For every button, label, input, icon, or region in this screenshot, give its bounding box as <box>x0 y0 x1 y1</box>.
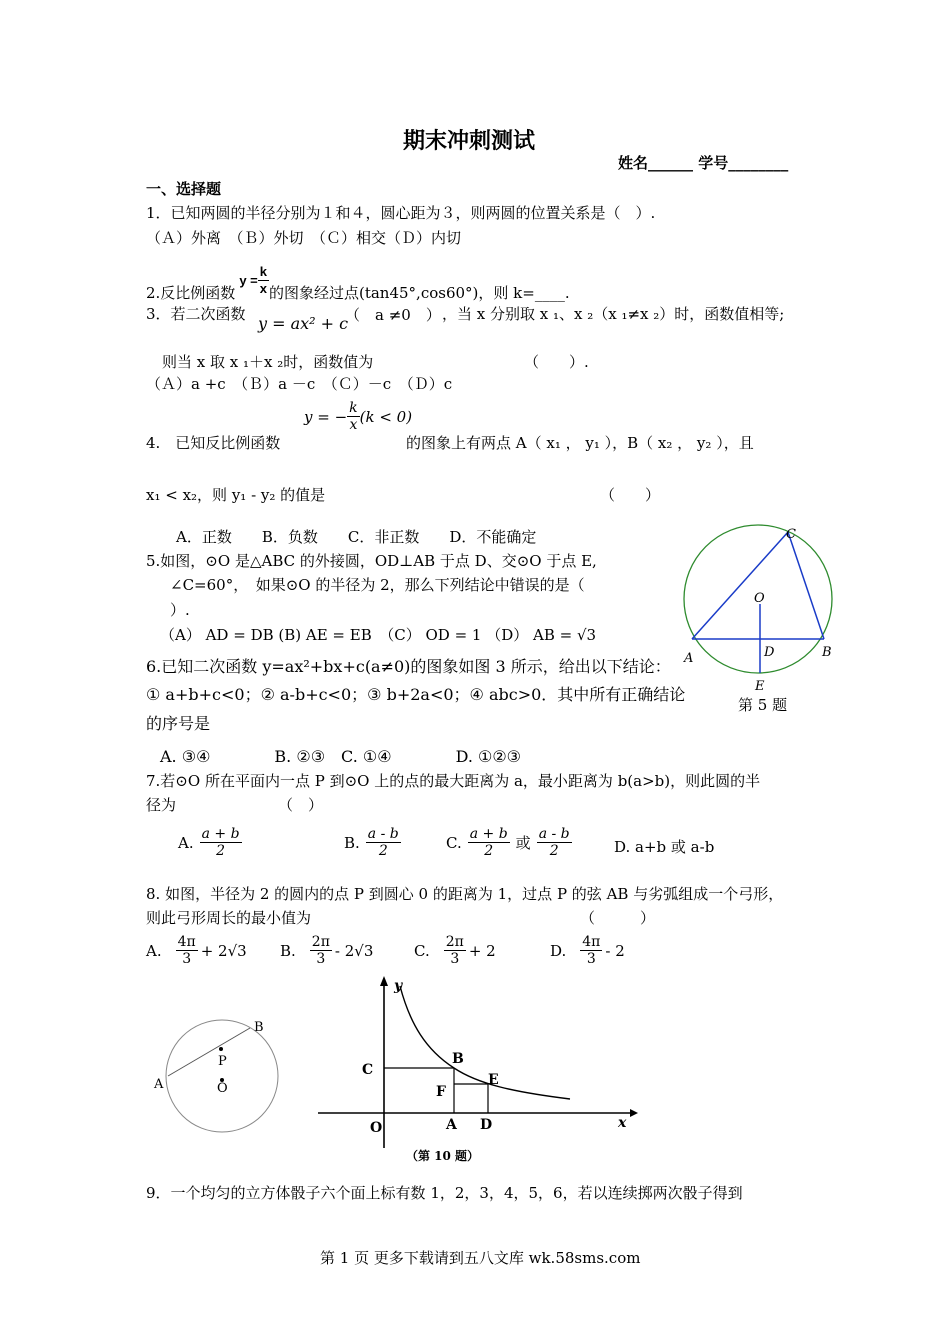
q4-formula <box>304 400 412 433</box>
label-x: x <box>618 1115 627 1131</box>
q3-pre: 3．若二次函数 <box>146 305 246 323</box>
q8-a-label: A. <box>146 941 162 960</box>
section-heading: 一、选择题 <box>146 180 222 198</box>
q8-b-label: B. <box>280 941 296 960</box>
q6-line1: 6.已知二次函数 y=ax²+bx+c(a≠0)的图象如图 3 所示，给出以下结论： <box>146 657 671 676</box>
q7-c2-den: 2 <box>549 843 559 859</box>
q8-c-label: C. <box>414 941 430 960</box>
label-o: O <box>370 1120 383 1136</box>
q6-line3: 的序号是 <box>146 714 211 733</box>
label-d: D <box>480 1117 493 1133</box>
q8-c-frac <box>444 934 466 967</box>
q8-d-frac <box>580 934 602 967</box>
q7-option-b[interactable] <box>344 826 401 859</box>
q4-formula-lhs: y = − <box>304 407 348 426</box>
q10-caption: （第 10 题） <box>406 1149 480 1163</box>
q3-formula: y = ax² + c <box>258 314 349 333</box>
q7-or: 或 <box>515 834 531 852</box>
q2-formula-lhs: y = <box>239 273 258 288</box>
page-footer: 第 1 页 更多下载请到五八文库 wk.58sms.com <box>320 1249 641 1267</box>
q8-figure <box>150 1016 280 1140</box>
q7-option-c[interactable] <box>446 826 572 859</box>
q6-options: A. ③④ B. ②③ C. ①④ D. ①②③ <box>160 747 522 766</box>
q3-line2: 则当 x 取 x ₁＋x ₂时，函数值为 <box>162 353 374 371</box>
q4-cond: (k < 0) <box>359 407 413 426</box>
q5-line3: ）. <box>170 601 190 619</box>
label-d: D <box>764 645 775 660</box>
q7-line1: 7.若⊙O 所在平面内一点 P 到⊙O 上的点的最大距离为 a，最小距离为 b(a>b)，则此圆的半 <box>146 772 761 790</box>
q8-blank: （ ） <box>580 909 656 927</box>
q5-options: （A） AD = DB (B) AE = EB （C） OD = 1 （D） AB = √3 <box>160 626 597 644</box>
segment-ac <box>692 532 788 639</box>
q8-a-tail: + 2√3 <box>200 941 247 960</box>
q8-b-den: 3 <box>316 951 326 967</box>
x-axis-arrow-icon <box>630 1109 638 1117</box>
q8-label-o: O <box>217 1081 228 1096</box>
q7-a-den: 2 <box>216 843 226 859</box>
q3-cond: （ a ≠0 ） <box>345 306 441 324</box>
q10-figure <box>318 974 638 1166</box>
q2-post: 的图象经过点(tan45°,cos60°)，则 k=____. <box>268 284 570 302</box>
q8-point-p <box>219 1047 223 1051</box>
label-y: y <box>394 978 403 994</box>
label-b: B <box>822 645 832 660</box>
q5-caption: 第 5 题 <box>738 696 788 714</box>
q8-b-num: 2π <box>311 934 330 950</box>
q7-option-d[interactable]: D. a+b 或 a-b <box>614 838 715 856</box>
hyperbola-curve <box>400 986 570 1099</box>
q8-a-frac <box>176 934 198 967</box>
q2-num: k <box>259 264 267 279</box>
q8-option-a[interactable] <box>146 934 247 967</box>
q1-stem: 1．已知两圆的半径分别为１和４，圆心距为３，则两圆的位置关系是（ ）. <box>146 204 656 222</box>
q8-a-den: 3 <box>182 951 192 967</box>
q7-c-frac2 <box>537 826 572 859</box>
q4-den: x <box>349 417 358 433</box>
q7-blank: （ ） <box>278 796 324 814</box>
q8-option-d[interactable] <box>550 934 625 967</box>
q6-line2: ① a+b+c<0；② a-b+c<0；③ b+2a<0；④ abc>0．其中所有正确结论 <box>146 685 686 704</box>
q2 <box>146 258 570 303</box>
q8-b-tail: - 2√3 <box>334 941 374 960</box>
q8-label-p: P <box>218 1054 227 1069</box>
segment-cb <box>788 532 824 639</box>
q7-c1-den: 2 <box>484 843 494 859</box>
q8-chord-ab <box>168 1028 250 1076</box>
q8-b-frac <box>310 934 332 967</box>
q5-figure <box>678 522 848 718</box>
q8-option-c[interactable] <box>414 934 496 967</box>
q3-options: （Ａ）a +c （Ｂ）a －c （Ｃ）－c （Ｄ）c <box>146 375 453 393</box>
q8-c-num: 2π <box>445 934 464 950</box>
q4-num: k <box>349 400 358 416</box>
q4-line2: x₁ < x₂，则 y₁ - y₂ 的值是 <box>146 486 326 504</box>
q7-b-label: B. <box>344 833 360 852</box>
q8-option-b[interactable] <box>280 934 373 967</box>
q8-label-b: B <box>254 1020 264 1035</box>
q2-fraction <box>258 264 269 297</box>
q5-line2: ∠C=60°， 如果⊙O 的半径为 2，那么下列结论中错误的是（ <box>170 576 585 594</box>
q4-blank: （ ） <box>600 486 661 504</box>
label-b: B <box>452 1051 464 1067</box>
q3-post: ，当 x 分别取 x ₁、x ₂（x ₁≠x ₂）时，函数值相等; <box>442 305 785 323</box>
label-a: A <box>446 1117 457 1133</box>
q8-c-den: 3 <box>450 951 460 967</box>
q8-label-a: A <box>154 1077 164 1092</box>
q7-b-num: a - b <box>367 826 399 842</box>
q7-a-frac <box>200 826 242 859</box>
q7-c1-num: a + b <box>469 826 508 842</box>
label-e: E <box>488 1072 499 1088</box>
q4-fraction <box>347 400 359 433</box>
q8-line1: 8. 如图，半径为 2 的圆内的点 P 到圆心 0 的距离为 1，过点 P 的弦 AB 与劣弧组成一个弓形， <box>146 885 784 903</box>
q7-b-den: 2 <box>378 843 388 859</box>
q7-c-frac1 <box>468 826 510 859</box>
q7-line2: 径为 <box>146 796 177 814</box>
q1-options: （Ａ）外离 （Ｂ）外切 （Ｃ）相交（Ｄ）内切 <box>146 229 462 247</box>
label-c: C <box>362 1062 374 1078</box>
label-e: E <box>755 679 765 694</box>
label-o: O <box>754 591 765 606</box>
q7-a-label: A. <box>178 833 194 852</box>
q4-options: A．正数 B．负数 C．非正数 D．不能确定 <box>176 528 537 546</box>
q9-line1: 9．一个均匀的立方体骰子六个面上标有数 1，2，3，4，5，6，若以连续掷两次骰子得到 <box>146 1184 743 1202</box>
q4-pre: 4. 已知反比例函数 <box>146 434 281 452</box>
q7-option-a[interactable] <box>178 826 242 859</box>
q8-d-label: D. <box>550 941 567 960</box>
q7-c-label: C. <box>446 833 462 852</box>
q7-a-num: a + b <box>201 826 240 842</box>
q7-c2-num: a - b <box>538 826 570 842</box>
q2-pre: 2.反比例函数 <box>146 284 236 302</box>
q8-d-num: 4π <box>582 934 601 950</box>
label-a: A <box>684 651 694 666</box>
q8-d-tail: - 2 <box>605 941 625 960</box>
q8-circle <box>166 1020 278 1132</box>
q3-blank: （ ）. <box>524 353 589 371</box>
q7-b-frac <box>366 826 401 859</box>
student-info: 姓名______ 学号________ <box>618 154 789 172</box>
q8-line2: 则此弓形周长的最小值为 <box>146 909 312 927</box>
q8-a-num: 4π <box>177 934 196 950</box>
page-title: 期末冲刺测试 <box>403 128 536 154</box>
label-c: C <box>786 527 796 542</box>
label-f: F <box>436 1084 446 1100</box>
y-axis-arrow-icon <box>380 976 388 986</box>
q8-d-den: 3 <box>586 951 596 967</box>
q2-den: x <box>259 281 267 296</box>
q5-line1: 5.如图，⊙O 是△ABC 的外接圆，OD⊥AB 于点 D、交⊙O 于点 E, <box>146 552 597 570</box>
q8-c-tail: + 2 <box>468 941 496 960</box>
q4-post: 的图象上有两点 A（ x₁ ， y₁ ），B（ x₂ ， y₂ ），且 <box>406 434 754 452</box>
